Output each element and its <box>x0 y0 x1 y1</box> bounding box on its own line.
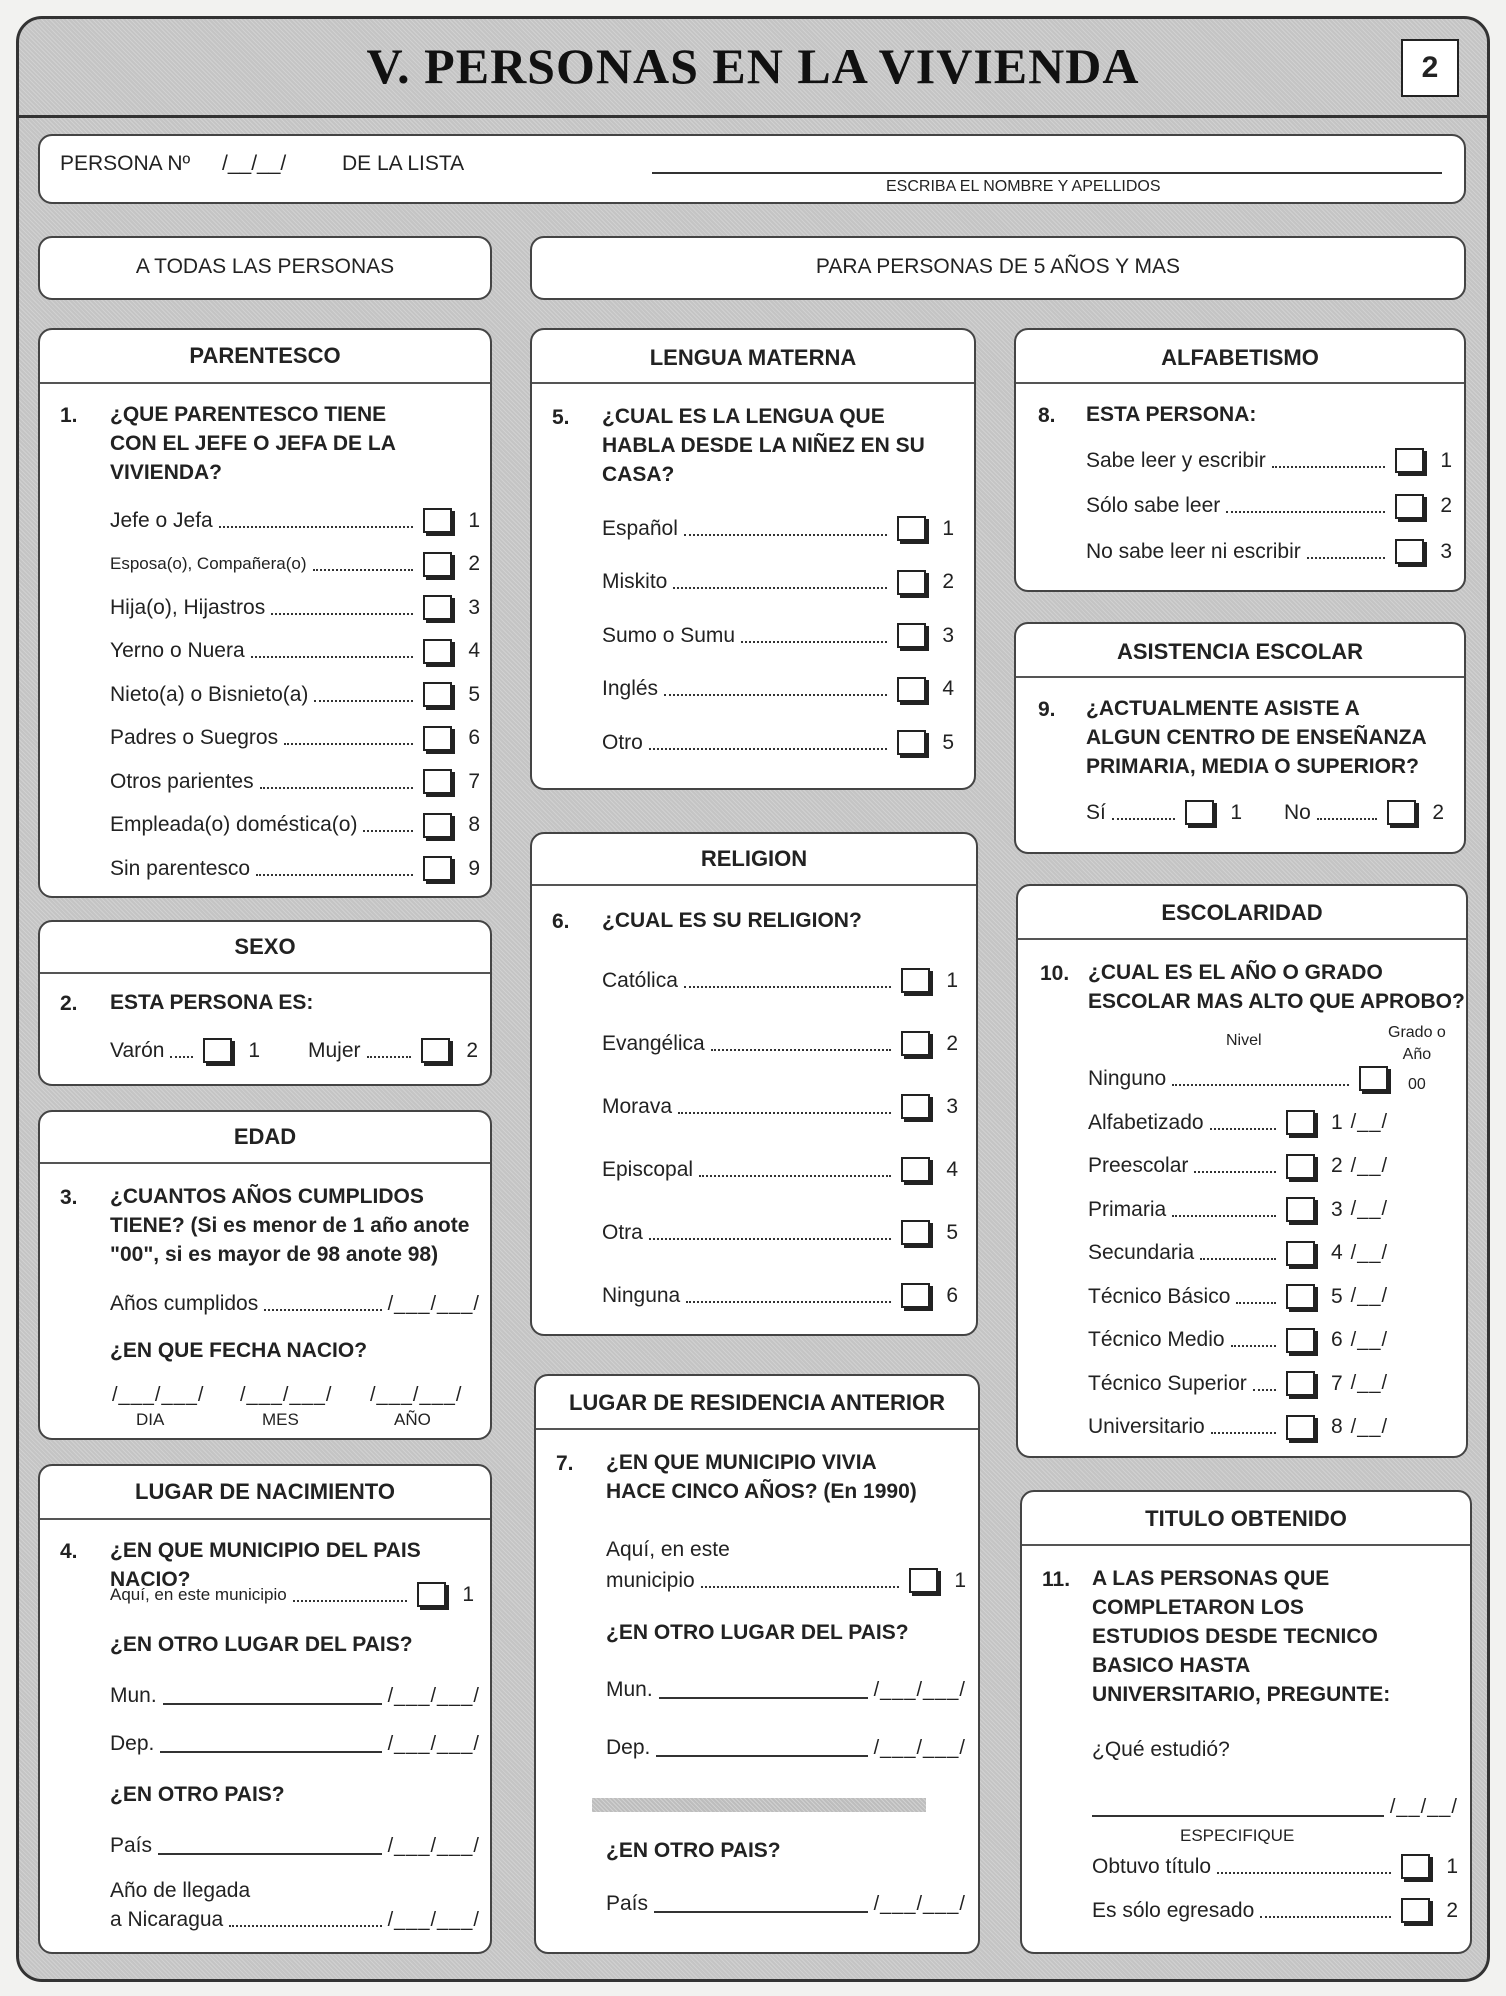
option-row[interactable] <box>602 968 958 993</box>
parentesco-question: ¿QUE PARENTESCO TIENE CON EL JEFE O JEFA DE LA VIVIENDA? <box>110 403 396 484</box>
checkbox-icon[interactable] <box>423 813 452 838</box>
option-label: Ninguna <box>602 1283 681 1307</box>
llegada-label: Año de llegada <box>110 1879 251 1902</box>
checkbox-icon[interactable] <box>897 516 926 541</box>
option-row[interactable] <box>602 730 954 755</box>
checkbox-icon[interactable] <box>897 623 926 648</box>
option-code: 2 <box>468 552 480 575</box>
checkbox-icon[interactable] <box>421 1038 450 1063</box>
question-number: 7. <box>556 1452 574 1475</box>
ano-label: AÑO <box>394 1410 431 1429</box>
checkbox-icon[interactable] <box>901 1283 930 1308</box>
option-code: 3 <box>946 1094 958 1118</box>
dep-field[interactable]: Dep. /___/___/ <box>606 1736 966 1759</box>
de-la-lista-label: DE LA LISTA <box>342 152 465 175</box>
option-label: Técnico Medio <box>1088 1328 1225 1351</box>
lengua-box <box>530 328 976 790</box>
section-cinco <box>530 236 1466 300</box>
asistencia-header: ASISTENCIA ESCOLAR <box>1016 624 1464 678</box>
option-label: Inglés <box>602 677 659 700</box>
option-code: 1 <box>468 508 480 532</box>
llegada-field[interactable]: a Nicaragua /___/___/ <box>110 1908 480 1931</box>
option-row[interactable] <box>1088 1371 1388 1396</box>
option-label: Esposa(o), Compañera(o) <box>110 554 307 573</box>
option-code: 5 <box>1330 1284 1343 1308</box>
option-code: 1 <box>1330 1110 1343 1134</box>
ano-field[interactable]: /___/___/ <box>370 1384 463 1406</box>
option-label: Secundaria <box>1088 1241 1195 1264</box>
checkbox-icon[interactable] <box>1286 1197 1315 1222</box>
option-code: 6 <box>468 726 480 749</box>
grade-field[interactable]: /__/ <box>1350 1154 1388 1177</box>
checkbox-icon[interactable] <box>423 682 452 707</box>
question-number: 6. <box>552 910 570 933</box>
option-row[interactable] <box>602 570 954 595</box>
checkbox-icon[interactable] <box>423 508 452 533</box>
option-row[interactable] <box>1088 1415 1388 1440</box>
option-code: 2 <box>942 570 954 593</box>
option-label: Nieto(a) o Bisnieto(a) <box>110 682 309 706</box>
otro-pais-question: ¿EN OTRO PAIS? <box>606 1839 781 1862</box>
option-code: 5 <box>942 730 954 754</box>
page-number: 2 <box>1401 39 1459 97</box>
option-label: Universitario <box>1088 1415 1205 1438</box>
titulo-header: TITULO OBTENIDO <box>1022 1492 1470 1546</box>
checkbox-icon[interactable] <box>1401 1898 1430 1923</box>
question-number: 9. <box>1038 698 1056 721</box>
parentesco-box <box>38 328 492 898</box>
option-label: Técnico Básico <box>1088 1284 1231 1308</box>
que-estudio-label: ¿Qué estudió? <box>1092 1738 1230 1761</box>
option-code: 8 <box>1330 1415 1343 1438</box>
alfabetismo-question: ESTA PERSONA: <box>1086 403 1257 426</box>
checkbox-icon[interactable] <box>901 1220 930 1245</box>
option-row[interactable] <box>110 769 480 794</box>
titulo-question: A LAS PERSONAS QUE COMPLETARON LOS ESTUDIOS DESDE TECNICO BASICO HASTA UNIVERSITARIO, PREGUNTE: <box>1092 1567 1391 1706</box>
question-number: 4. <box>60 1540 78 1563</box>
grado-label: Grado o Año <box>1388 1024 1446 1063</box>
checkbox-icon[interactable] <box>423 595 452 620</box>
edad-box <box>38 1110 492 1440</box>
option-row[interactable] <box>1088 1154 1388 1179</box>
checkbox-icon[interactable] <box>901 1094 930 1119</box>
option-label: Sumo o Sumu <box>602 623 736 647</box>
anos-cumplidos-field[interactable]: Años cumplidos /___/___/ <box>110 1292 480 1315</box>
dia-field[interactable]: /___/___/ <box>112 1384 205 1406</box>
option-row[interactable] <box>602 1220 958 1245</box>
option-row[interactable] <box>1086 494 1452 519</box>
checkbox-icon[interactable] <box>1286 1284 1315 1309</box>
question-number: 11. <box>1042 1568 1071 1591</box>
option-row[interactable] <box>602 1157 958 1182</box>
option-si[interactable]: Sí 1 <box>1086 800 1242 824</box>
checkbox-icon[interactable] <box>1185 800 1214 825</box>
question-number: 3. <box>60 1186 78 1209</box>
escolaridad-box <box>1016 884 1468 1458</box>
checkbox-icon[interactable] <box>1286 1241 1315 1266</box>
option-code: 1 <box>1440 448 1452 472</box>
option-code: 5 <box>946 1220 958 1244</box>
title-bar <box>19 19 1487 118</box>
option-row[interactable] <box>1088 1284 1388 1309</box>
question-number: 1. <box>60 404 78 427</box>
checkbox-icon[interactable] <box>203 1038 232 1063</box>
checkbox-icon[interactable] <box>901 1031 930 1056</box>
option-row[interactable] <box>110 856 480 881</box>
option-label: Empleada(o) doméstica(o) <box>110 813 358 836</box>
option-aqui-municipio[interactable]: municipio 1 <box>606 1568 966 1592</box>
nacimiento-question: ¿EN QUE MUNICIPIO DEL PAIS NACIO? <box>110 1539 421 1591</box>
mes-field[interactable]: /___/___/ <box>240 1384 333 1406</box>
option-code: 4 <box>1330 1241 1343 1264</box>
checkbox-icon[interactable] <box>909 1568 938 1593</box>
option-row[interactable] <box>110 682 480 707</box>
persona-box <box>38 134 1466 204</box>
option-code: 6 <box>946 1283 958 1307</box>
option-label: Yerno o Nuera <box>110 639 245 662</box>
option-row[interactable] <box>1088 1328 1388 1353</box>
checkbox-icon[interactable] <box>1395 539 1424 564</box>
fecha-question: ¿EN QUE FECHA NACIO? <box>110 1339 368 1362</box>
section-todas-label: A TODAS LAS PERSONAS <box>135 255 395 278</box>
option-no[interactable]: No 2 <box>1284 800 1444 824</box>
residencia-header: LUGAR DE RESIDENCIA ANTERIOR <box>536 1376 978 1430</box>
mun-field[interactable]: Mun. /___/___/ <box>110 1684 480 1707</box>
option-label: Alfabetizado <box>1088 1110 1204 1134</box>
aqui-label: Aquí, en este <box>606 1538 730 1561</box>
option-row[interactable] <box>602 1283 958 1308</box>
option-row[interactable] <box>110 639 480 664</box>
option-row[interactable] <box>1086 448 1452 473</box>
religion-box <box>530 832 978 1336</box>
sexo-header: SEXO <box>40 922 490 974</box>
option-code: 8 <box>468 813 480 836</box>
option-label: Otros parientes <box>110 769 254 793</box>
otro-lugar-question: ¿EN OTRO LUGAR DEL PAIS? <box>606 1621 909 1644</box>
option-code: 3 <box>942 623 954 647</box>
option-row[interactable] <box>1088 1241 1388 1266</box>
pais-field[interactable]: País /___/___/ <box>606 1892 966 1915</box>
option-label: Episcopal <box>602 1157 694 1181</box>
option-row[interactable] <box>602 1094 958 1119</box>
titulo-box <box>1020 1490 1472 1954</box>
mes-label: MES <box>262 1410 299 1429</box>
checkbox-icon[interactable] <box>1395 448 1424 473</box>
checkbox-icon[interactable] <box>897 730 926 755</box>
option-row[interactable] <box>110 813 480 838</box>
section-cinco-label: PARA PERSONAS DE 5 AÑOS Y MAS <box>815 255 1181 278</box>
checkbox-icon[interactable] <box>423 856 452 881</box>
checkbox-icon[interactable] <box>901 968 930 993</box>
lengua-header: LENGUA MATERNA <box>532 330 974 384</box>
checkbox-icon[interactable] <box>901 1157 930 1182</box>
section-todas <box>38 236 492 300</box>
asistencia-question: ¿ACTUALMENTE ASISTE A ALGUN CENTRO DE ENSEÑANZA PRIMARIA, MEDIA O SUPERIOR? <box>1086 697 1427 778</box>
option-label: Sólo sabe leer <box>1086 494 1221 517</box>
escolaridad-question: ¿CUAL ES EL AÑO O GRADO ESCOLAR MAS ALTO QUE APROBO? <box>1088 961 1465 1013</box>
option-label: Otra <box>602 1220 643 1244</box>
option-code: 2 <box>1440 494 1452 517</box>
grade-field[interactable]: /__/ <box>1350 1285 1388 1307</box>
checkbox-icon[interactable] <box>417 1582 446 1607</box>
option-label: Primaria <box>1088 1197 1167 1221</box>
option-obtuvo-titulo[interactable]: Obtuvo título 1 <box>1092 1854 1458 1878</box>
asistencia-box <box>1014 622 1466 854</box>
sexo-box <box>38 920 492 1086</box>
grade-field[interactable]: /__/ <box>1350 1198 1388 1220</box>
checkbox-icon[interactable] <box>423 769 452 794</box>
religion-question: ¿CUAL ES SU RELIGION? <box>602 909 862 932</box>
option-ninguno[interactable]: Ninguno <box>1088 1066 1388 1091</box>
option-code: 9 <box>468 856 480 880</box>
pais-field[interactable]: País /___/___/ <box>110 1834 480 1857</box>
option-row[interactable] <box>602 516 954 541</box>
grade-field[interactable]: /__/ <box>1350 1415 1388 1438</box>
sexo-question: ESTA PERSONA ES: <box>110 991 314 1014</box>
divider <box>592 1798 926 1812</box>
checkbox-icon[interactable] <box>1286 1371 1315 1396</box>
option-mujer[interactable]: Mujer 2 <box>308 1038 478 1062</box>
option-label: Morava <box>602 1094 673 1118</box>
option-label: Jefe o Jefa <box>110 508 213 532</box>
otro-lugar-question: ¿EN OTRO LUGAR DEL PAIS? <box>110 1633 413 1656</box>
option-row[interactable] <box>602 677 954 702</box>
option-label: Técnico Superior <box>1088 1371 1247 1395</box>
religion-header: RELIGION <box>532 834 976 886</box>
question-number: 10. <box>1040 962 1070 985</box>
option-row[interactable] <box>110 595 480 620</box>
question-number: 5. <box>552 406 570 429</box>
question-number: 2. <box>60 992 78 1015</box>
option-row[interactable] <box>1086 539 1452 564</box>
checkbox-icon[interactable] <box>1286 1154 1315 1179</box>
option-row[interactable] <box>110 508 480 533</box>
grade-field[interactable]: /__/ <box>1350 1372 1388 1394</box>
checkbox-icon[interactable] <box>1286 1110 1315 1135</box>
option-label: Preescolar <box>1088 1154 1189 1177</box>
nivel-label: Nivel <box>1226 1032 1262 1049</box>
lengua-question: ¿CUAL ES LA LENGUA QUE HABLA DESDE LA NIÑEZ EN SU CASA? <box>602 405 925 486</box>
persona-label: PERSONA Nº <box>60 152 191 175</box>
name-field[interactable] <box>652 172 1442 174</box>
option-label: Evangélica <box>602 1031 705 1055</box>
option-label: Católica <box>602 968 678 992</box>
option-label: Sabe leer y escribir <box>1086 448 1266 472</box>
page-title: V. PERSONAS EN LA VIVIENDA <box>366 38 1140 94</box>
checkbox-icon[interactable] <box>1359 1066 1388 1091</box>
edad-header: EDAD <box>40 1112 490 1164</box>
option-label: Hija(o), Hijastros <box>110 595 266 619</box>
option-aqui-municipio[interactable]: Aquí, en este municipio 1 <box>110 1582 474 1606</box>
nacimiento-box <box>38 1464 492 1954</box>
option-code: 2 <box>946 1031 958 1055</box>
option-code: 3 <box>468 595 480 619</box>
option-code: 3 <box>1330 1197 1343 1221</box>
option-row[interactable] <box>602 623 954 648</box>
option-row[interactable] <box>1088 1197 1388 1222</box>
especifique-label: ESPECIFIQUE <box>1180 1826 1295 1845</box>
option-label: Español <box>602 516 678 540</box>
alfabetismo-header: ALFABETISMO <box>1016 330 1464 384</box>
persona-number-field[interactable]: /__/__/ <box>222 152 287 175</box>
checkbox-icon[interactable] <box>423 726 452 751</box>
option-row[interactable] <box>110 552 480 577</box>
option-label: Padres o Suegros <box>110 726 279 749</box>
checkbox-icon[interactable] <box>1387 800 1416 825</box>
dep-field[interactable]: Dep. /___/___/ <box>110 1732 480 1755</box>
option-code: 5 <box>468 682 480 706</box>
nacimiento-header: LUGAR DE NACIMIENTO <box>40 1466 490 1520</box>
edad-question: ¿CUANTOS AÑOS CUMPLIDOS TIENE? (Si es menor de 1 año anote "00", si es mayor de 98 anote 98) <box>110 1185 470 1266</box>
option-varon[interactable]: Varón 1 <box>110 1038 260 1062</box>
checkbox-icon[interactable] <box>897 677 926 702</box>
mun-field[interactable]: Mun. /___/___/ <box>606 1678 966 1701</box>
dia-label: DIA <box>136 1410 165 1429</box>
option-row[interactable] <box>110 726 480 751</box>
option-code: 6 <box>1330 1328 1343 1351</box>
parentesco-header: PARENTESCO <box>40 330 490 384</box>
otro-pais-question: ¿EN OTRO PAIS? <box>110 1783 285 1806</box>
residencia-question: ¿EN QUE MUNICIPIO VIVIA HACE CINCO AÑOS? (En 1990) <box>606 1451 917 1503</box>
option-code: 4 <box>946 1157 958 1181</box>
residencia-box <box>534 1374 980 1954</box>
checkbox-icon[interactable] <box>1401 1854 1430 1879</box>
grade-field[interactable]: /__/ <box>1350 1328 1388 1351</box>
option-label: No sabe leer ni escribir <box>1086 539 1301 563</box>
grade-field[interactable]: /__/ <box>1350 1241 1388 1264</box>
option-code: 3 <box>1440 539 1452 563</box>
option-code: 7 <box>1330 1371 1343 1395</box>
checkbox-icon[interactable] <box>1286 1415 1315 1440</box>
option-code: 1 <box>946 968 958 992</box>
escolaridad-header: ESCOLARIDAD <box>1018 886 1466 940</box>
ninguno-code: 00 <box>1408 1076 1426 1093</box>
option-code: 4 <box>942 677 954 700</box>
que-estudio-field[interactable]: /__/__/ <box>1092 1796 1458 1819</box>
option-code: 4 <box>468 639 480 662</box>
checkbox-icon[interactable] <box>423 639 452 664</box>
option-code: 1 <box>942 516 954 540</box>
option-label: Otro <box>602 730 643 754</box>
name-caption: ESCRIBA EL NOMBRE Y APELLIDOS <box>886 178 1161 195</box>
option-egresado[interactable]: Es sólo egresado 2 <box>1092 1898 1458 1922</box>
checkbox-icon[interactable] <box>1286 1328 1315 1353</box>
option-row[interactable] <box>1088 1110 1388 1135</box>
option-code: 7 <box>468 769 480 793</box>
checkbox-icon[interactable] <box>1395 494 1424 519</box>
option-row[interactable] <box>602 1031 958 1056</box>
checkbox-icon[interactable] <box>423 552 452 577</box>
alfabetismo-box <box>1014 328 1466 592</box>
checkbox-icon[interactable] <box>897 570 926 595</box>
option-label: Sin parentesco <box>110 856 251 880</box>
question-number: 8. <box>1038 404 1056 427</box>
option-code: 2 <box>1330 1154 1343 1177</box>
option-label: Miskito <box>602 570 668 593</box>
grade-field[interactable]: /__/ <box>1350 1111 1388 1133</box>
